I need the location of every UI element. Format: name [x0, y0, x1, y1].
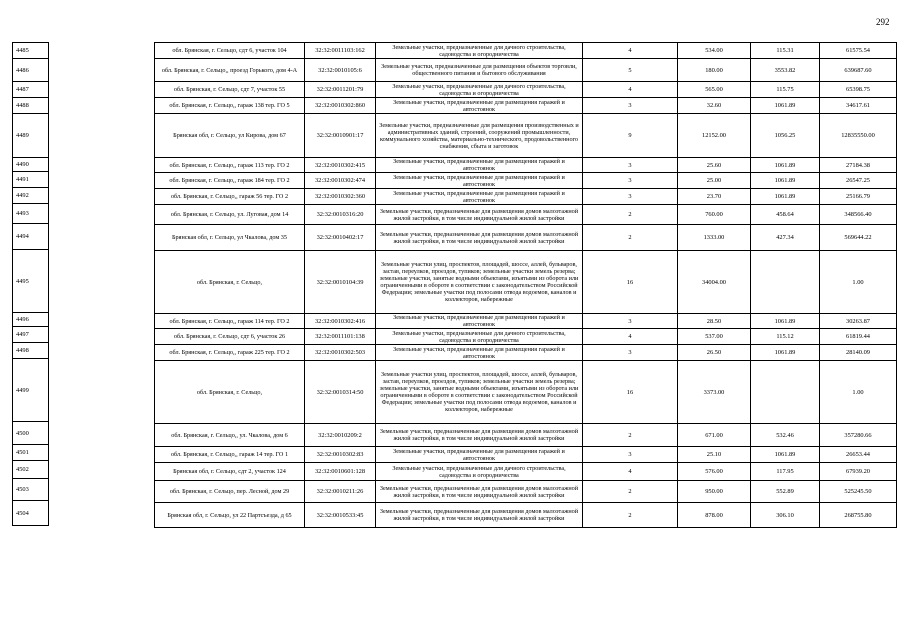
table-row [155, 82, 897, 98]
row-number: 4485 [13, 43, 49, 59]
cadastral-number-cell: 32:32:0010901:17 [305, 114, 376, 158]
table-row [13, 343, 49, 359]
cadastral-value-cell: 569644.22 [820, 225, 897, 251]
row-number: 4487 [13, 82, 49, 98]
category-cell: 3 [583, 314, 678, 329]
specific-value-cell: 306.10 [751, 503, 820, 528]
land-use-cell: Земельные участки, предназначенные для дачного строительства, садоводства и огородничества [376, 43, 583, 59]
specific-value-cell: 552.89 [751, 481, 820, 503]
land-use-cell: Земельные участки, предназначенные для размещения гаражей и автостоянок [376, 447, 583, 463]
area-cell: 950.00 [678, 481, 751, 503]
address-cell: обл. Брянская, г. Сельцо,, гараж 184 тер. ГО 2 [155, 173, 305, 189]
address-cell: обл. Брянская, г. Сельцо, сдт 7, участок 55 [155, 82, 305, 98]
table-row [155, 158, 897, 173]
specific-value-cell [751, 251, 820, 314]
row-number: 4504 [13, 501, 49, 526]
specific-value-cell: 1061.89 [751, 345, 820, 361]
address-cell: Брянская обл, г. Сельцо, сдт 2, участок 124 [155, 463, 305, 481]
cadastral-number-cell: 32:32:0010104:39 [305, 251, 376, 314]
area-cell: 1333.00 [678, 225, 751, 251]
specific-value-cell: 1061.89 [751, 447, 820, 463]
area-cell: 878.00 [678, 503, 751, 528]
specific-value-cell: 3553.82 [751, 59, 820, 82]
area-cell: 25.60 [678, 158, 751, 173]
cadastral-value-cell: 25166.79 [820, 189, 897, 205]
address-cell: обл. Брянская, г. Сельцо, ул. Луговая, дом 14 [155, 205, 305, 225]
address-cell: обл. Брянская, г. Сельцо,, гараж 14 тер. ГО 1 [155, 447, 305, 463]
table-row [13, 445, 49, 461]
address-cell: обл. Брянская, г. Сельцо,, гараж 225 тер. ГО 2 [155, 345, 305, 361]
cadastral-value-cell: 27184.38 [820, 158, 897, 173]
specific-value-cell [751, 361, 820, 424]
area-cell: 12152.00 [678, 114, 751, 158]
cadastral-number-cell: 32:32:0010533:45 [305, 503, 376, 528]
table-row [13, 224, 49, 250]
cadastral-value-cell: 34617.61 [820, 98, 897, 114]
category-cell: 2 [583, 205, 678, 225]
cadastral-value-cell: 1.00 [820, 361, 897, 424]
table-row [155, 503, 897, 528]
cadastral-value-cell: 26653.44 [820, 447, 897, 463]
area-cell: 760.00 [678, 205, 751, 225]
area-cell: 34004.00 [678, 251, 751, 314]
table-row [13, 188, 49, 204]
address-cell: обл. Брянская, г. Сельцо,, гараж 56 тер. ГО 2 [155, 189, 305, 205]
row-number: 4496 [13, 313, 49, 327]
cadastral-value-cell: 28140.09 [820, 345, 897, 361]
row-number: 4503 [13, 479, 49, 501]
cadastral-value-cell: 525245.50 [820, 481, 897, 503]
cadastral-number-cell: 32:32:0011201:79 [305, 82, 376, 98]
cadastral-number-cell: 32:32:0010402:17 [305, 225, 376, 251]
cadastral-number-cell: 32:32:0011103:162 [305, 43, 376, 59]
table-row [13, 250, 49, 313]
land-use-cell: Земельные участки, предназначенные для размещения гаражей и автостоянок [376, 345, 583, 361]
table-row [13, 479, 49, 501]
category-cell: 2 [583, 424, 678, 447]
cadastral-value-cell: 268755.80 [820, 503, 897, 528]
table-row [155, 189, 897, 205]
table-row [155, 463, 897, 481]
cadastral-value-cell: 65398.75 [820, 82, 897, 98]
area-cell: 25.10 [678, 447, 751, 463]
address-cell: обл. Брянская, г. Сельцо,, проезд Горького, дом 4-А [155, 59, 305, 82]
category-cell: 3 [583, 158, 678, 173]
area-cell: 25.00 [678, 173, 751, 189]
table-row [13, 82, 49, 98]
cadastral-number-cell: 32:32:0010105:6 [305, 59, 376, 82]
table-row [13, 313, 49, 327]
land-use-cell: Земельные участки, предназначенные для размещения домов малоэтажной жилой застройки, в том числе индивидуальной жилой застройки [376, 225, 583, 251]
table-row [155, 43, 897, 59]
cadastral-number-cell: 32:32:0010209:2 [305, 424, 376, 447]
specific-value-cell: 427.34 [751, 225, 820, 251]
table-row [155, 225, 897, 251]
address-cell: обл. Брянская, г. Сельцо, [155, 251, 305, 314]
table-row [13, 114, 49, 158]
cadastral-value-cell: 357280.66 [820, 424, 897, 447]
category-cell: 5 [583, 59, 678, 82]
specific-value-cell: 1061.89 [751, 189, 820, 205]
specific-value-cell: 1061.89 [751, 173, 820, 189]
table-row [155, 205, 897, 225]
address-cell: Брянская обл, г. Сельцо, ул 22 Партсъезда, д 65 [155, 503, 305, 528]
address-cell: обл. Брянская, г. Сельцо, сдт 6, участок 26 [155, 329, 305, 345]
row-number: 4499 [13, 359, 49, 422]
specific-value-cell: 115.75 [751, 82, 820, 98]
category-cell: 4 [583, 82, 678, 98]
land-use-cell: Земельные участки, предназначенные для размещения гаражей и автостоянок [376, 158, 583, 173]
category-cell: 2 [583, 503, 678, 528]
category-cell: 3 [583, 189, 678, 205]
table-row [13, 204, 49, 224]
cadastral-number-cell: 32:32:0010302:415 [305, 158, 376, 173]
area-cell: 180.00 [678, 59, 751, 82]
category-cell: 3 [583, 98, 678, 114]
cadastral-value-cell: 30263.87 [820, 314, 897, 329]
area-cell: 671.00 [678, 424, 751, 447]
category-cell: 4 [583, 43, 678, 59]
table-row [13, 43, 49, 59]
land-use-cell: Земельные участки, предназначенные для размещения объектов торговли, общественного питания и бытового обслуживания [376, 59, 583, 82]
land-use-cell: Земельные участки, предназначенные для размещения гаражей и автостоянок [376, 189, 583, 205]
row-number: 4488 [13, 98, 49, 114]
address-cell: обл. Брянская, г. Сельцо, пер. Лесной, дом 29 [155, 481, 305, 503]
cadastral-number-cell: 32:32:0010302:474 [305, 173, 376, 189]
cadastral-value-cell: 639687.60 [820, 59, 897, 82]
cadastral-number-cell: 32:32:0010302:416 [305, 314, 376, 329]
page-number: 292 [876, 17, 890, 27]
cadastral-value-cell: 1.00 [820, 251, 897, 314]
cadastral-number-cell: 32:32:0010302:83 [305, 447, 376, 463]
table-row [155, 98, 897, 114]
row-number: 4497 [13, 327, 49, 343]
row-number: 4501 [13, 445, 49, 461]
category-cell: 2 [583, 225, 678, 251]
category-cell: 16 [583, 361, 678, 424]
cadastral-number-cell: 32:32:0010314:50 [305, 361, 376, 424]
land-use-cell: Земельные участки улиц, проспектов, площадей, шоссе, аллей, бульваров, застав, переулков, проездов, тупиков; земельные участки земель резерва; земельные участки, занятые водными объектами, изъятыми из оборота или ограниченными в обороте в соответствии с законодательством Российской Федерации; земельные участки под полосами отвода водоемов, каналов и коллекторов, набережные [376, 251, 583, 314]
cadastral-number-cell: 32:32:0010316:20 [305, 205, 376, 225]
land-use-cell: Земельные участки улиц, проспектов, площадей, шоссе, аллей, бульваров, застав, переулков, проездов, тупиков; земельные участки земель резерва; земельные участки, занятые водными объектами, изъятыми из оборота или ограниченными в обороте в соответствии с законодательством Российской Федерации; земельные участки под полосами отвода водоемов, каналов и коллекторов, набережные [376, 361, 583, 424]
land-use-cell: Земельные участки, предназначенные для дачного строительства, садоводства и огородничества [376, 82, 583, 98]
cadastral-number-cell: 32:32:0010302:503 [305, 345, 376, 361]
row-number: 4492 [13, 188, 49, 204]
specific-value-cell: 458.64 [751, 205, 820, 225]
area-cell: 534.00 [678, 43, 751, 59]
specific-value-cell: 1061.89 [751, 158, 820, 173]
land-use-cell: Земельные участки, предназначенные для размещения домов малоэтажной жилой застройки, в том числе индивидуальной жилой застройки [376, 205, 583, 225]
table-row [13, 461, 49, 479]
specific-value-cell: 1061.89 [751, 98, 820, 114]
table-row [13, 501, 49, 526]
address-cell: обл. Брянская, г. Сельцо,, гараж 113 тер. ГО 2 [155, 158, 305, 173]
address-cell: обл. Брянская, г. Сельцо, [155, 361, 305, 424]
address-cell: Брянская обл, г. Сельцо, ул Кирова, дом 67 [155, 114, 305, 158]
area-cell: 23.70 [678, 189, 751, 205]
cadastral-value-cell: 61575.54 [820, 43, 897, 59]
specific-value-cell: 117.95 [751, 463, 820, 481]
area-cell: 537.00 [678, 329, 751, 345]
category-cell: 4 [583, 463, 678, 481]
area-cell: 28.50 [678, 314, 751, 329]
category-cell: 16 [583, 251, 678, 314]
land-use-cell: Земельные участки, предназначенные для дачного строительства, садоводства и огородничества [376, 329, 583, 345]
address-cell: Брянская обл, г. Сельцо, ул Чкалова, дом 35 [155, 225, 305, 251]
cadastral-value-cell: 348566.40 [820, 205, 897, 225]
table-row [155, 251, 897, 314]
table-row [13, 59, 49, 82]
area-cell: 32.60 [678, 98, 751, 114]
land-use-cell: Земельные участки, предназначенные для размещения гаражей и автостоянок [376, 98, 583, 114]
row-number: 4502 [13, 461, 49, 479]
table-row [155, 114, 897, 158]
cadastral-number-cell: 32:32:0011101:138 [305, 329, 376, 345]
row-number: 4491 [13, 172, 49, 188]
cadastral-value-cell: 26547.25 [820, 173, 897, 189]
category-cell: 9 [583, 114, 678, 158]
table-row [13, 327, 49, 343]
cadastral-number-cell: 32:32:0010302:860 [305, 98, 376, 114]
table-row [13, 158, 49, 172]
category-cell: 4 [583, 329, 678, 345]
table-row [155, 447, 897, 463]
address-cell: обл. Брянская, г. Сельцо, сдт 6, участок 104 [155, 43, 305, 59]
land-use-cell: Земельные участки, предназначенные для размещения гаражей и автостоянок [376, 173, 583, 189]
address-cell: обл. Брянская, г. Сельцо,, ул. Чкалова, дом 6 [155, 424, 305, 447]
row-number: 4493 [13, 204, 49, 224]
table-row [155, 314, 897, 329]
row-number: 4498 [13, 343, 49, 359]
table-row [155, 361, 897, 424]
specific-value-cell: 1061.89 [751, 314, 820, 329]
land-cadastral-table [154, 42, 897, 528]
table-row [155, 173, 897, 189]
area-cell: 565.00 [678, 82, 751, 98]
land-use-cell: Земельные участки, предназначенные для размещения домов малоэтажной жилой застройки, в том числе индивидуальной жилой застройки [376, 481, 583, 503]
cadastral-number-cell: 32:32:0010211:26 [305, 481, 376, 503]
area-cell: 576.00 [678, 463, 751, 481]
land-use-cell: Земельные участки, предназначенные для размещения домов малоэтажной жилой застройки, в том числе индивидуальной жилой застройки [376, 424, 583, 447]
address-cell: обл. Брянская, г. Сельцо,, гараж 138 тер. ГО 5 [155, 98, 305, 114]
table-row [155, 59, 897, 82]
row-number: 4494 [13, 224, 49, 250]
cadastral-number-cell: 32:32:0010302:360 [305, 189, 376, 205]
land-use-cell: Земельные участки, предназначенные для размещения производственных и административных зданий, строений, сооружений промышленности, коммунального хозяйства, материально-технического, продовольственного снабжения, сбыта и заготовок [376, 114, 583, 158]
row-number: 4490 [13, 158, 49, 172]
row-number: 4489 [13, 114, 49, 158]
land-use-cell: Земельные участки, предназначенные для размещения гаражей и автостоянок [376, 314, 583, 329]
land-use-cell: Земельные участки, предназначенные для размещения домов малоэтажной жилой застройки, в том числе индивидуальной жилой застройки [376, 503, 583, 528]
cadastral-value-cell: 61819.44 [820, 329, 897, 345]
table-row [13, 172, 49, 188]
cadastral-number-cell: 32:32:0010601:128 [305, 463, 376, 481]
area-cell: 3373.00 [678, 361, 751, 424]
area-cell: 26.50 [678, 345, 751, 361]
address-cell: обл. Брянская, г. Сельцо,, гараж 114 тер. ГО 2 [155, 314, 305, 329]
table-row [155, 424, 897, 447]
specific-value-cell: 115.31 [751, 43, 820, 59]
specific-value-cell: 1056.25 [751, 114, 820, 158]
table-row [13, 98, 49, 114]
category-cell: 3 [583, 345, 678, 361]
table-row [155, 329, 897, 345]
table-row [155, 481, 897, 503]
category-cell: 3 [583, 173, 678, 189]
row-number: 4486 [13, 59, 49, 82]
specific-value-cell: 115.12 [751, 329, 820, 345]
table-row [13, 422, 49, 445]
category-cell: 3 [583, 447, 678, 463]
cadastral-value-cell: 67939.20 [820, 463, 897, 481]
row-number-table [12, 42, 49, 526]
row-number: 4495 [13, 250, 49, 313]
specific-value-cell: 532.46 [751, 424, 820, 447]
table-row [155, 345, 897, 361]
land-use-cell: Земельные участки, предназначенные для дачного строительства, садоводства и огородничества [376, 463, 583, 481]
table-row [13, 359, 49, 422]
row-number: 4500 [13, 422, 49, 445]
category-cell: 2 [583, 481, 678, 503]
cadastral-value-cell: 12835550.00 [820, 114, 897, 158]
